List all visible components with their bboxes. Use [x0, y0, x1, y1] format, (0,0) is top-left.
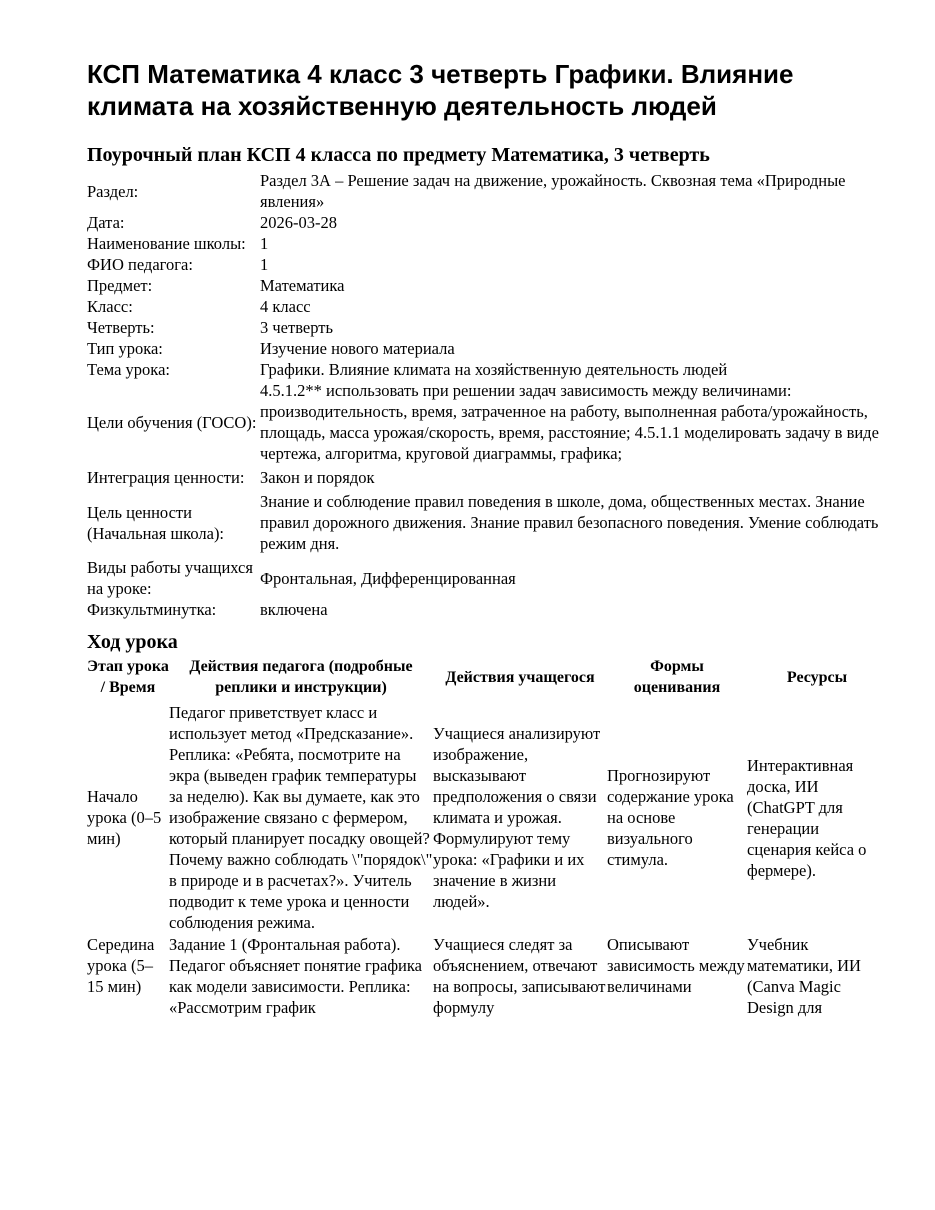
info-row	[87, 554, 887, 599]
info-label: Тип урока:	[87, 339, 163, 358]
header-resources: Ресурсы	[786, 668, 848, 686]
info-label: Интеграция ценности:	[87, 468, 245, 487]
info-label: Физкультминутка:	[87, 600, 217, 619]
info-label: Класс:	[87, 297, 133, 316]
assessment-cell: Описывают зависимость между величинами	[607, 935, 745, 996]
info-label: ФИО педагога:	[87, 255, 193, 274]
info-row	[87, 488, 887, 554]
resources-cell: Интерактивная доска, ИИ (ChatGPT для генерации сценария кейса о фермере).	[747, 755, 867, 880]
info-value: включена	[260, 600, 328, 619]
lesson-table	[87, 656, 887, 1018]
info-label: Цели обучения (ГОСО):	[87, 412, 257, 432]
student-actions-cell: Учащиеся следят за объяснением, отвечают на вопросы, записывают формулу	[433, 935, 606, 1017]
info-value: 2026-03-28	[260, 213, 337, 232]
info-row	[87, 317, 887, 338]
info-value: Фронтальная, Дифференцированная	[260, 568, 516, 588]
info-value: Математика	[260, 276, 345, 295]
info-label: Тема урока:	[87, 360, 170, 379]
info-value: 4.5.1.2** использовать при решении задач зависимость между величинами: производительность, время, затраченное на работу, выполненная работа/урожайность, площадь, масса урожая/скорость, время, расстояние; 4.5.1.1 моделировать задачу в виде чертежа, алгоритма, круговой диаграммы, графика;	[260, 381, 879, 463]
info-value: 4 класс	[260, 297, 311, 316]
info-value: Раздел 3А – Решение задач на движение, урожайность. Сквозная тема «Природные явления»	[260, 171, 846, 211]
info-value: 1	[260, 234, 269, 253]
teacher-actions-cell: Задание 1 (Фронтальная работа). Педагог объясняет понятие графика как модели зависимости. Реплика: «Рассмотрим график	[169, 935, 422, 1017]
info-label: Наименование школы:	[87, 234, 246, 253]
header-teacher-actions: Действия педагога (подробные реплики и инструкции)	[189, 658, 413, 696]
resources-cell: Учебник математики, ИИ (Canva Magic Design для	[747, 935, 861, 1017]
info-label: Четверть:	[87, 318, 155, 337]
info-row	[87, 296, 887, 317]
info-label: Дата:	[87, 213, 125, 232]
info-row	[87, 254, 887, 275]
info-row	[87, 464, 887, 488]
info-value: 1	[260, 255, 269, 274]
info-row	[87, 599, 887, 620]
info-row	[87, 275, 887, 296]
info-label: Предмет:	[87, 276, 153, 295]
lesson-header-row	[87, 656, 887, 702]
info-value: Графики. Влияние климата на хозяйственную деятельность людей	[260, 360, 728, 379]
info-value: Знание и соблюдение правил поведения в школе, дома, общественных местах. Знание правил дорожного движения. Знание правил безопасного поведения. Умение соблюдать режим дня.	[260, 492, 879, 553]
info-label: Раздел:	[87, 181, 139, 201]
info-value: Закон и порядок	[260, 468, 375, 487]
document-title: КСП Математика 4 класс 3 четверть Графики. Влияние климата на хозяйственную деятельность людей	[87, 59, 794, 121]
info-row	[87, 170, 887, 212]
info-label: Виды работы учащихся на уроке:	[87, 558, 253, 598]
info-table	[87, 170, 887, 620]
info-value: 3 четверть	[260, 318, 333, 337]
table-row	[87, 933, 887, 1018]
info-label: Цель ценности (Начальная школа):	[87, 502, 225, 543]
info-row	[87, 380, 887, 464]
plan-heading: Поурочный план КСП 4 класса по предмету Математика, 3 четверть	[87, 144, 710, 166]
header-student-actions: Действия учащегося	[445, 668, 595, 686]
info-value: Изучение нового материала	[260, 339, 455, 358]
stage-cell: Начало урока (0–5 мин)	[87, 787, 162, 848]
teacher-actions-cell: Педагог приветствует класс и использует метод «Предсказание». Реплика: «Ребята, посмотрите на экра (выведен график температуры за неделю). Как вы думаете, как это изображение связано с фермером, который планирует посадку овощей? Почему важно соблюдать \"порядок\" в природе и в расчетах?». Учитель подводит к теме урока и ценности соблюдения режима.	[169, 703, 433, 932]
info-row	[87, 233, 887, 254]
document-page	[87, 58, 887, 1018]
table-row	[87, 702, 887, 933]
info-row	[87, 359, 887, 380]
header-assessment: Формы оценивания	[633, 658, 721, 696]
assessment-cell: Прогнозируют содержание урока на основе визуального стимула.	[607, 766, 734, 869]
lesson-heading: Ход урока	[87, 631, 178, 653]
header-stage: Этап урока / Время	[87, 658, 169, 696]
info-row	[87, 212, 887, 233]
stage-cell: Середина урока (5–15 мин)	[87, 935, 155, 996]
info-row	[87, 338, 887, 359]
student-actions-cell: Учащиеся анализируют изображение, высказывают предположения о связи климата и урожая. Формулируют тему урока: «Графики и их значение в жизни людей».	[433, 724, 601, 911]
